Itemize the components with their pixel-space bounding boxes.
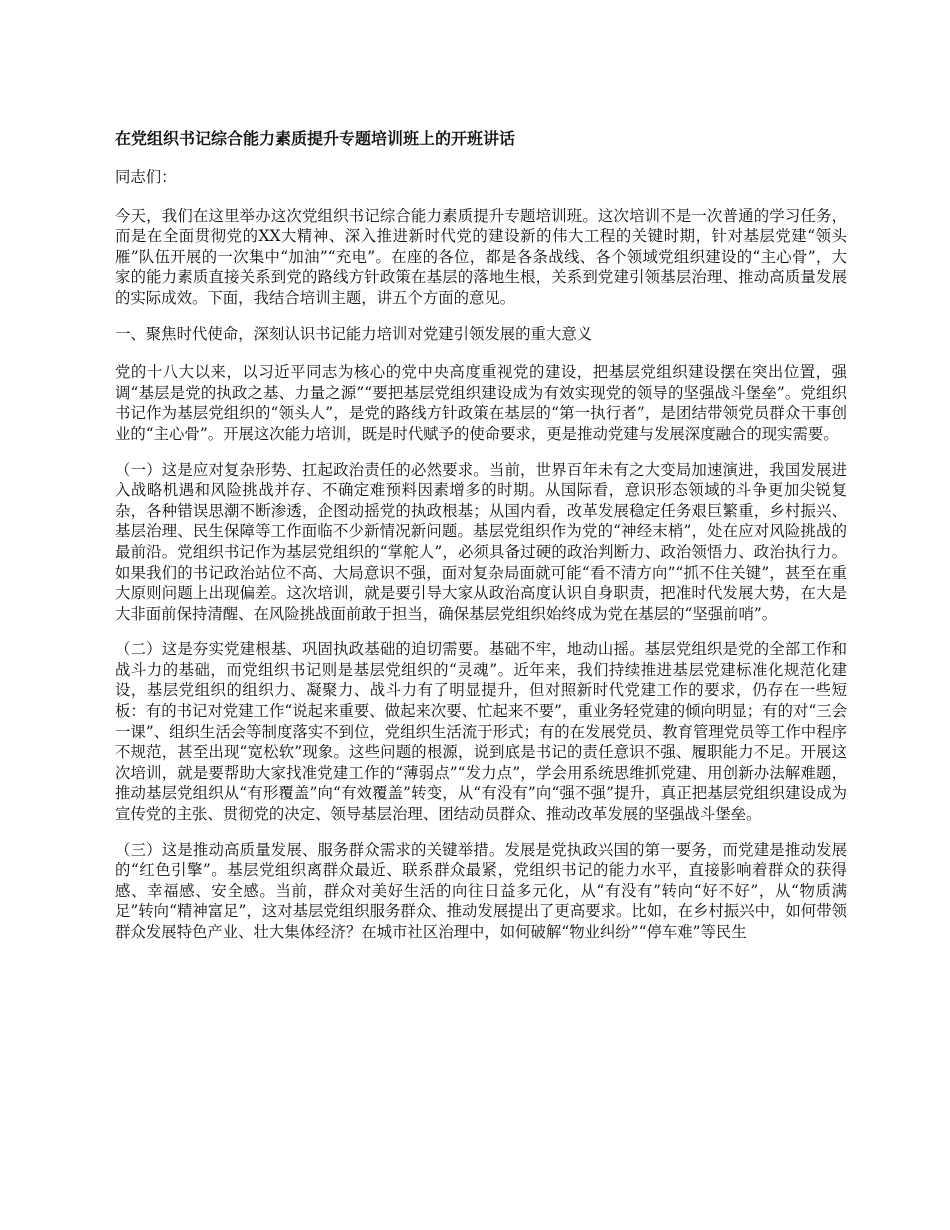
document-title: 在党组织书记综合能力素质提升专题培训班上的开班讲话 bbox=[115, 129, 516, 148]
salutation: 同志们： bbox=[115, 168, 177, 186]
section-1-paragraph: 党的十八大以来，以习近平同志为核心的党中央高度重视党的建设，把基层党组织建设摆在突出位置，强调“基层是党的执政之基、力量之源”“要把基层党组织建设成为有效实现党的领导的坚强战斗堡垒”。党组织书记作为基层党组织的“领头人”，是党的路线方针政策在基层的“第一执行者”，是团结带领党员群众干事创业的“主心骨”。开展这次能力培训，既是时代赋予的使命要求，更是推动党建与发展深度融合的现实需要。 bbox=[115, 363, 847, 443]
section-heading-1: 一、聚焦时代使命，深刻认识书记能力培训对党建引领发展的重大意义 bbox=[115, 324, 593, 343]
point-2-paragraph: （二）这是夯实党建根基、巩固执政基础的迫切需要。基础不牢，地动山摇。基层党组织是党的全部工作和战斗力的基础，而党组织书记则是基层党组织的“灵魂”。近年来，我们持续推进基层党建标准化规范化建设，基层党组织的组织力、凝聚力、战斗力有了明显提升，但对照新时代党建工作的要求，仍存在一些短板：有的书记对党建工作“说起来重要、做起来次要、忙起来不要”，重业务轻党建的倾向明显；有的对“三会一课”、组织生活会等制度落实不到位，党组织生活流于形式；有的在发展党员、教育管理党员等工作中程序不规范，甚至出现“宽松软”现象。这些问题的根源，说到底是书记的责任意识不强、履职能力不足。开展这次培训，就是要帮助大家找准党建工作的“薄弱点”“发力点”，学会用系统思维抓党建、用创新办法解难题，推动基层党组织从“有形覆盖”向“有效覆盖”转变，从“有没有”向“强不强”提升，真正把基层党组织建设成为宣传党的主张、贯彻党的决定、领导基层治理、团结动员群众、推动改革发展的坚强战斗堡垒。 bbox=[115, 640, 847, 824]
point-1-paragraph: （一）这是应对复杂形势、扛起政治责任的必然要求。当前，世界百年未有之大变局加速演进，我国发展进入战略机遇和风险挑战并存、不确定难预料因素增多的时期。从国际看，意识形态领域的斗争更加尖锐复杂，各种错误思潮不断渗透，企图动摇党的执政根基；从国内看，改革发展稳定任务艰巨繁重，乡村振兴、基层治理、民生保障等工作面临不少新情况新问题。基层党组织作为党的“神经末梢”，处在应对风险挑战的最前沿。党组织书记作为基层党组织的“掌舵人”，必须具备过硬的政治判断力、政治领悟力、政治执行力。如果我们的书记政治站位不高、大局意识不强，面对复杂局面就可能“看不清方向”“抓不住关键”，甚至在重大原则问题上出现偏差。这次培训，就是要引导大家从政治高度认识自身职责，把准时代发展大势，在大是大非面前保持清醒、在风险挑战面前敢于担当，确保基层党组织始终成为党在基层的“坚强前哨”。 bbox=[115, 460, 847, 623]
document-body bbox=[115, 128, 847, 958]
intro-paragraph: 今天，我们在这里举办这次党组织书记综合能力素质提升专题培训班。这次培训不是一次普通的学习任务，而是在全面贯彻党的XX大精神、深入推进新时代党的建设新的伟大工程的关键时期，针对基层党建“领头雁”队伍开展的一次集中“加油”“充电”。在座的各位，都是各条战线、各个领域党组织建设的“主心骨”，大家的能力素质直接关系到党的路线方针政策在基层的落地生根，关系到党建引领基层治理、推动高质量发展的实际成效。下面，我结合培训主题，讲五个方面的意见。 bbox=[115, 206, 847, 307]
point-3-paragraph: （三）这是推动高质量发展、服务群众需求的关键举措。发展是党执政兴国的第一要务，而党建是推动发展的“红色引擎”。基层党组织离群众最近、联系群众最紧，党组织书记的能力水平，直接影响着群众的获得感、幸福感、安全感。当前，群众对美好生活的向往日益多元化，从“有没有”转向“好不好”，从“物质满足”转向“精神富足”，这对基层党组织服务群众、推动发展提出了更高要求。比如，在乡村振兴中，如何带领群众发展特色产业、壮大集体经济？在城市社区治理中，如何破解“物业纠纷”“停车难”等民生 bbox=[115, 840, 847, 941]
